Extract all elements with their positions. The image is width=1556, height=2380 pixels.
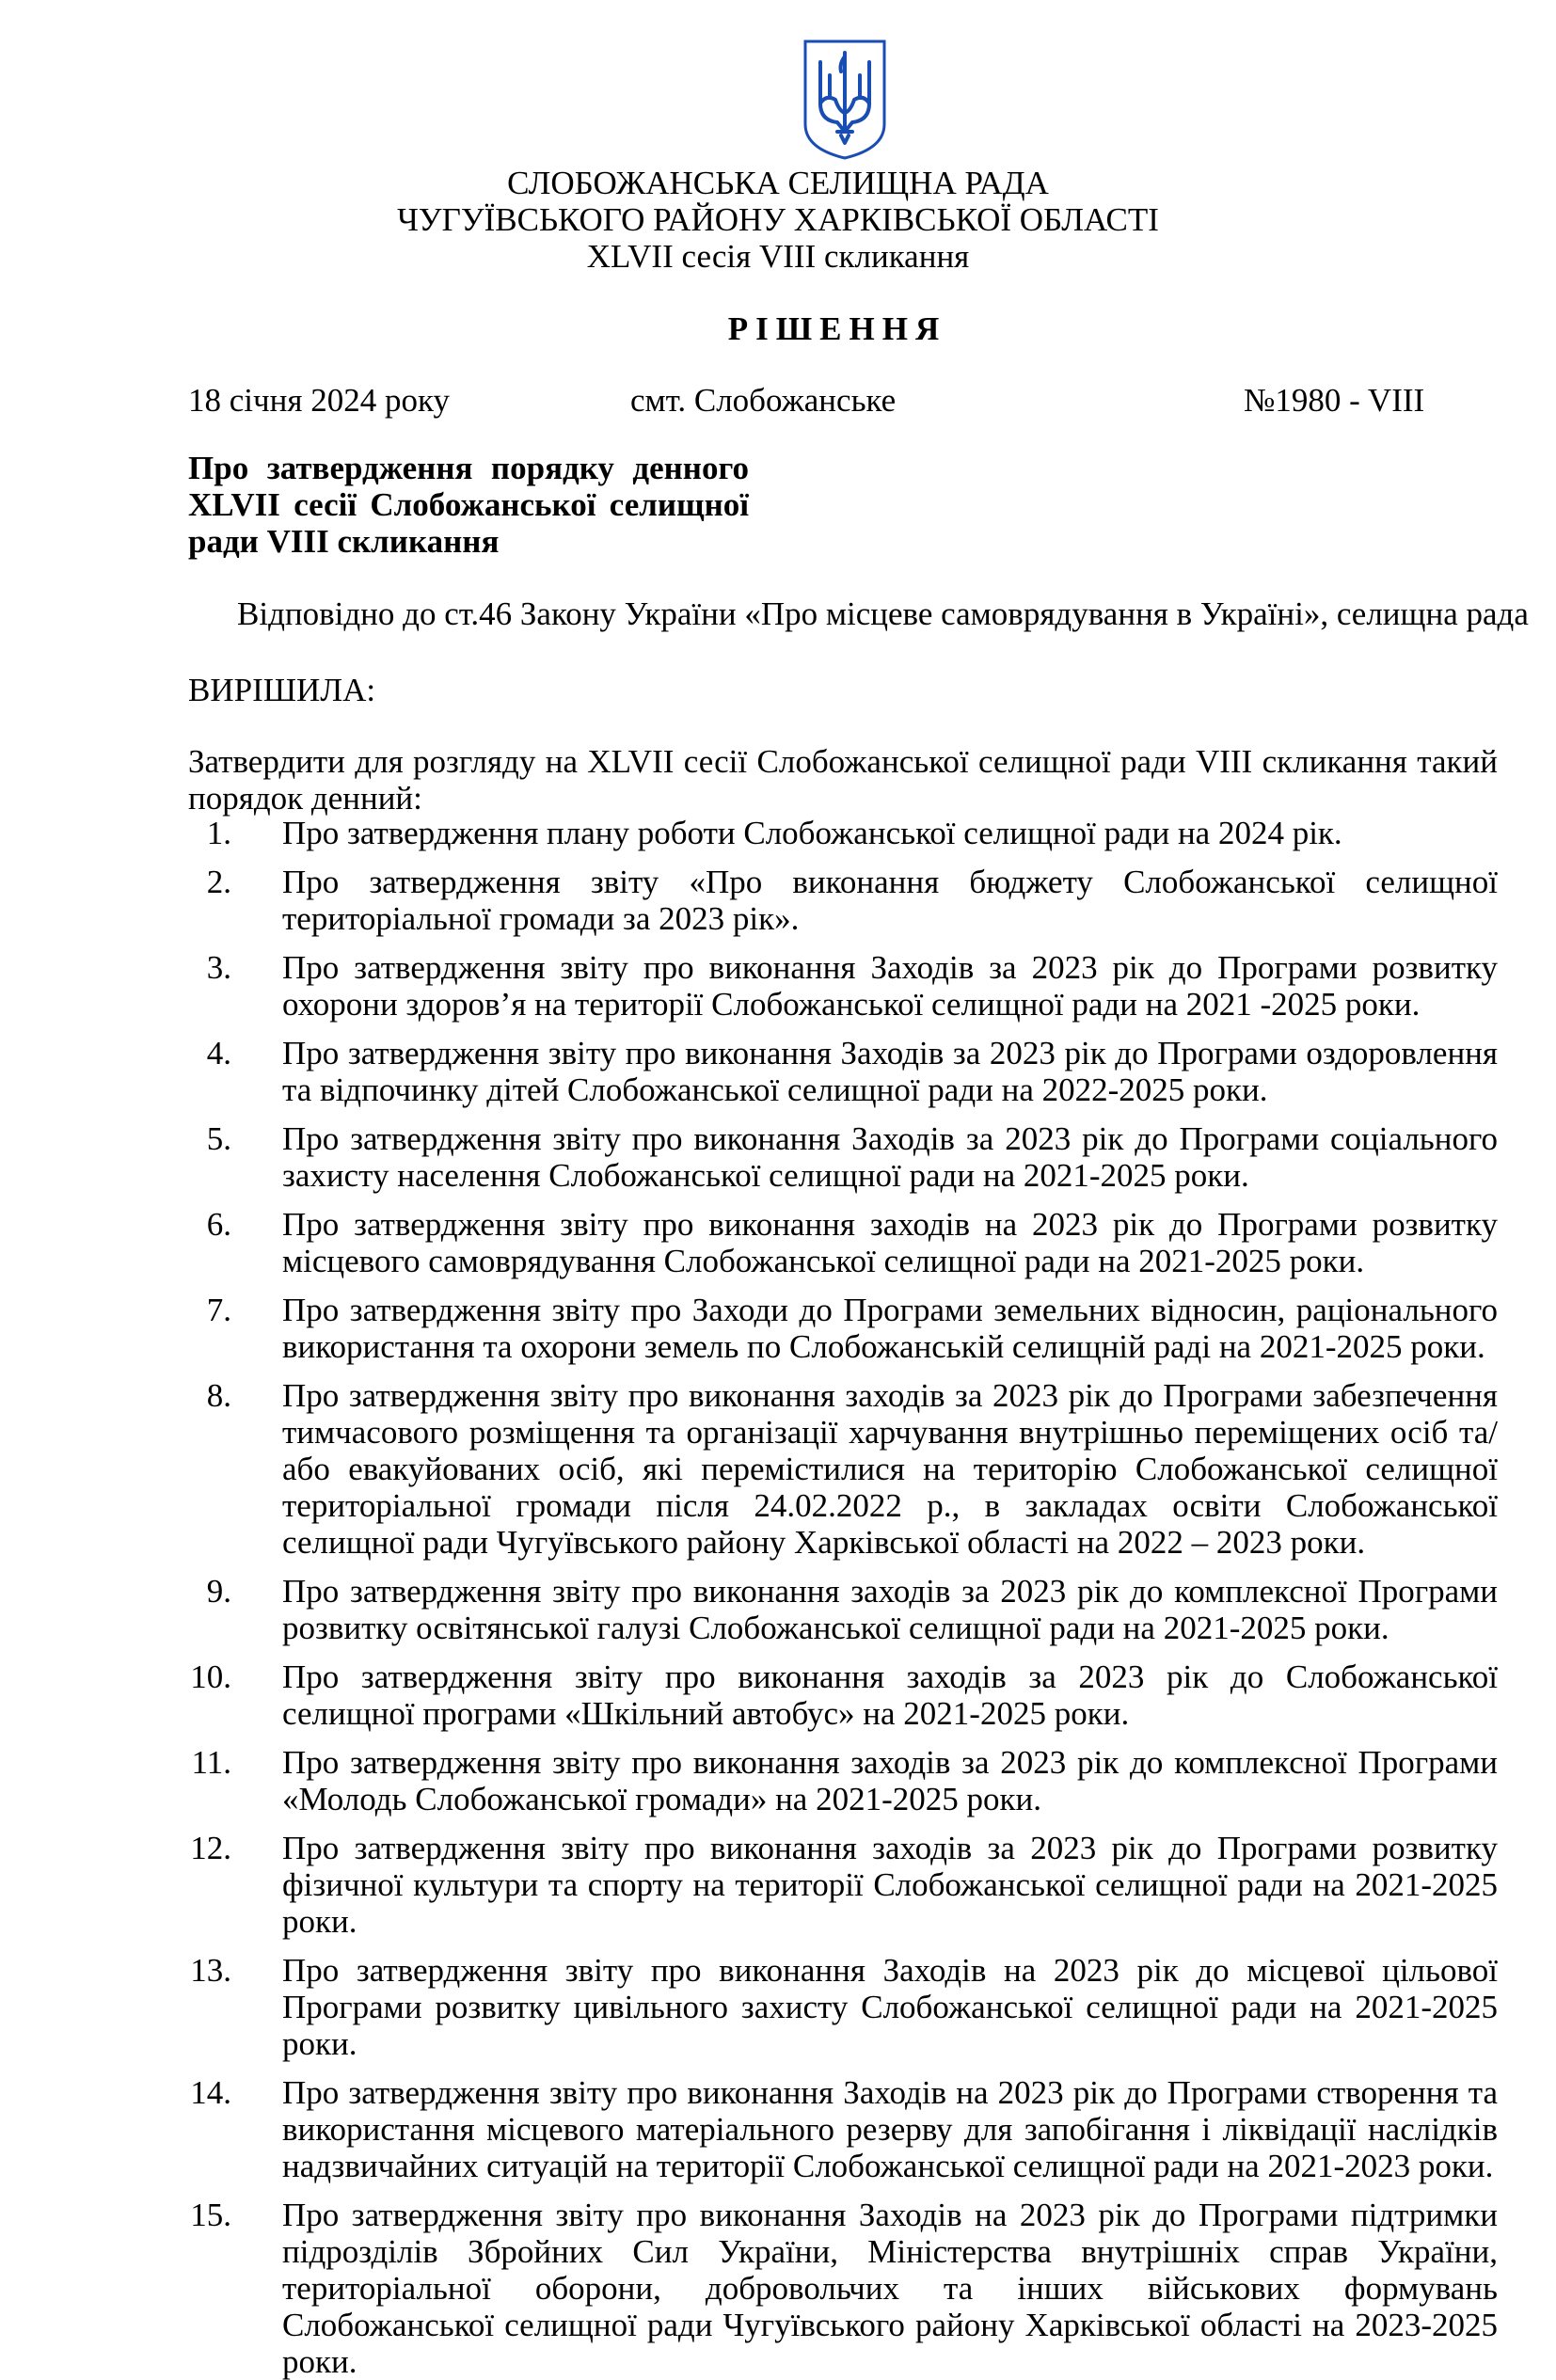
resolution-intro: Затвердити для розгляду на XLVII сесії Слобожанської селищної ради VIII скликання такий порядок денний: — [188, 743, 1498, 817]
agenda-item — [188, 1952, 1498, 2062]
decision-place: смт. Слобожанське — [630, 382, 897, 419]
agenda-item — [188, 1120, 1498, 1194]
session-name: XLVII сесія VIII скликання — [586, 238, 970, 275]
legal-basis: Відповідно до ст.46 Закону України «Про місцеве самоврядування в Україні», селищна рада — [237, 595, 1529, 632]
agenda-item-text: Про затвердження звіту про виконання заходів за 2023 рік до комплексної Програми «Молодь Слобожанської громади» на 2021-2025 роки. — [282, 1744, 1498, 1817]
agenda-item — [188, 815, 1498, 851]
agenda-item-number: 7. — [206, 1292, 231, 1328]
agenda-item — [188, 2197, 1498, 2380]
decision-number: №1980 - VIII — [1244, 382, 1425, 419]
agenda-item-number: 14. — [190, 2074, 231, 2111]
agenda-item — [188, 1744, 1498, 1817]
agenda-item-number: 6. — [206, 1206, 231, 1243]
agenda-item-text: Про затвердження плану роботи Слобожанської селищної ради на 2024 рік. — [282, 815, 1342, 851]
agenda-item-text: Про затвердження звіту про Заходи до Програми земельних відносин, раціонального використання та охорони земель по Слобожанській селищній раді на 2021-2025 роки. — [282, 1292, 1498, 1365]
agenda-list — [188, 815, 1498, 2380]
agenda-item-number: 12. — [190, 1830, 231, 1866]
decision-subject — [188, 450, 749, 560]
agenda-item — [188, 2074, 1498, 2184]
document-title: РІШЕННЯ — [727, 310, 947, 347]
agenda-item-text: Про затвердження звіту про виконання Заходів за 2023 рік до Програми соціального захисту населення Слобожанської селищної ради на 2021-2025 роки. — [282, 1120, 1498, 1194]
agenda-item — [188, 1830, 1498, 1940]
agenda-item-number: 15. — [190, 2197, 231, 2233]
subject-line: ради VIII скликання — [188, 523, 500, 560]
agenda-item — [188, 1658, 1498, 1732]
agenda-item — [188, 949, 1498, 1023]
agenda-item-number: 3. — [206, 949, 231, 986]
agenda-item-text: Про затвердження звіту про виконання Заходів за 2023 рік до Програми розвитку охорони здоров’я на території Слобожанської селищної ради на 2021 -2025 роки. — [282, 949, 1498, 1023]
agenda-item-text: Про затвердження звіту про виконання заходів за 2023 рік до Програми забезпечення тимчасового розміщення та організації харчування внутрішньо переміщених осіб та/або евакуйованих осіб, які перемістилися на територію Слобожанської селищної територіальної громади після 24.02.2022 р., в закладах освіти Слобожанської селищної ради Чугуївського району Харківської області на 2022 – 2023 роки. — [282, 1377, 1498, 1561]
agenda-item-number: 10. — [190, 1658, 231, 1695]
agenda-item-number: 9. — [206, 1573, 231, 1610]
subject-line: Про затвердження порядку денного — [188, 450, 749, 486]
agenda-item — [188, 1035, 1498, 1108]
agenda-item-number: 1. — [206, 815, 231, 851]
agenda-item-number: 4. — [206, 1035, 231, 1071]
coat-of-arms-icon — [802, 38, 888, 162]
agenda-item-number: 11. — [191, 1744, 231, 1781]
agenda-item-number: 13. — [190, 1952, 231, 1989]
agenda-item — [188, 1377, 1498, 1561]
subject-line: XLVII сесії Слобожанської селищної — [188, 486, 749, 523]
agenda-item-text: Про затвердження звіту про виконання заходів на 2023 рік до Програми розвитку місцевого самоврядування Слобожанської селищної ради на 2021-2025 роки. — [282, 1206, 1498, 1279]
agenda-item-text: Про затвердження звіту про виконання заходів за 2023 рік до Програми розвитку фізичної культури та спорту на території Слобожанської селищної ради на 2021-2025 роки. — [282, 1830, 1498, 1940]
agenda-item-text: Про затвердження звіту про виконання Заходів за 2023 рік до Програми оздоровлення та відпочинку дітей Слобожанської селищної ради на 2022-2025 роки. — [282, 1035, 1498, 1108]
council-name: СЛОБОЖАНСЬКА СЕЛИЩНА РАДА — [507, 165, 1049, 201]
resolved-heading: ВИРІШИЛА: — [188, 672, 376, 708]
agenda-item-number: 2. — [206, 864, 231, 900]
agenda-item-text: Про затвердження звіту про виконання Заходів на 2023 рік до місцевої цільової Програми розвитку цивільного захисту Слобожанської селищної ради на 2021-2025 роки. — [282, 1952, 1498, 2062]
agenda-item-number: 5. — [206, 1120, 231, 1157]
agenda-item — [188, 1292, 1498, 1365]
agenda-item — [188, 1573, 1498, 1646]
agenda-item — [188, 864, 1498, 937]
agenda-item-text: Про затвердження звіту про виконання заходів за 2023 рік до Слобожанської селищної програми «Шкільний автобус» на 2021-2025 роки. — [282, 1658, 1498, 1732]
agenda-item — [188, 1206, 1498, 1279]
agenda-item-text: Про затвердження звіту «Про виконання бюджету Слобожанської селищної територіальної громади за 2023 рік». — [282, 864, 1498, 937]
agenda-item-text: Про затвердження звіту про виконання Заходів на 2023 рік до Програми підтримки підрозділів Збройних Сил України, Міністерства внутрішніх справ України, територіальної оборони, добровольчих та інших військових формувань Слобожанської селищної ради Чугуївського району Харківської області на 2023-2025 роки. — [282, 2197, 1498, 2380]
decision-date: 18 січня 2024 року — [188, 382, 450, 419]
agenda-item-text: Про затвердження звіту про виконання заходів за 2023 рік до комплексної Програми розвитку освітянської галузі Слобожанської селищної ради на 2021-2025 роки. — [282, 1573, 1498, 1646]
agenda-item-number: 8. — [206, 1377, 231, 1414]
agenda-item-text: Про затвердження звіту про виконання Заходів на 2023 рік до Програми створення та використання місцевого матеріального резерву для запобігання і ліквідації наслідків надзвичайних ситуацій на території Слобожанської селищної ради на 2021-2023 роки. — [282, 2074, 1498, 2184]
district-name: ЧУГУЇВСЬКОГО РАЙОНУ ХАРКІВСЬКОЇ ОБЛАСТІ — [397, 201, 1159, 238]
